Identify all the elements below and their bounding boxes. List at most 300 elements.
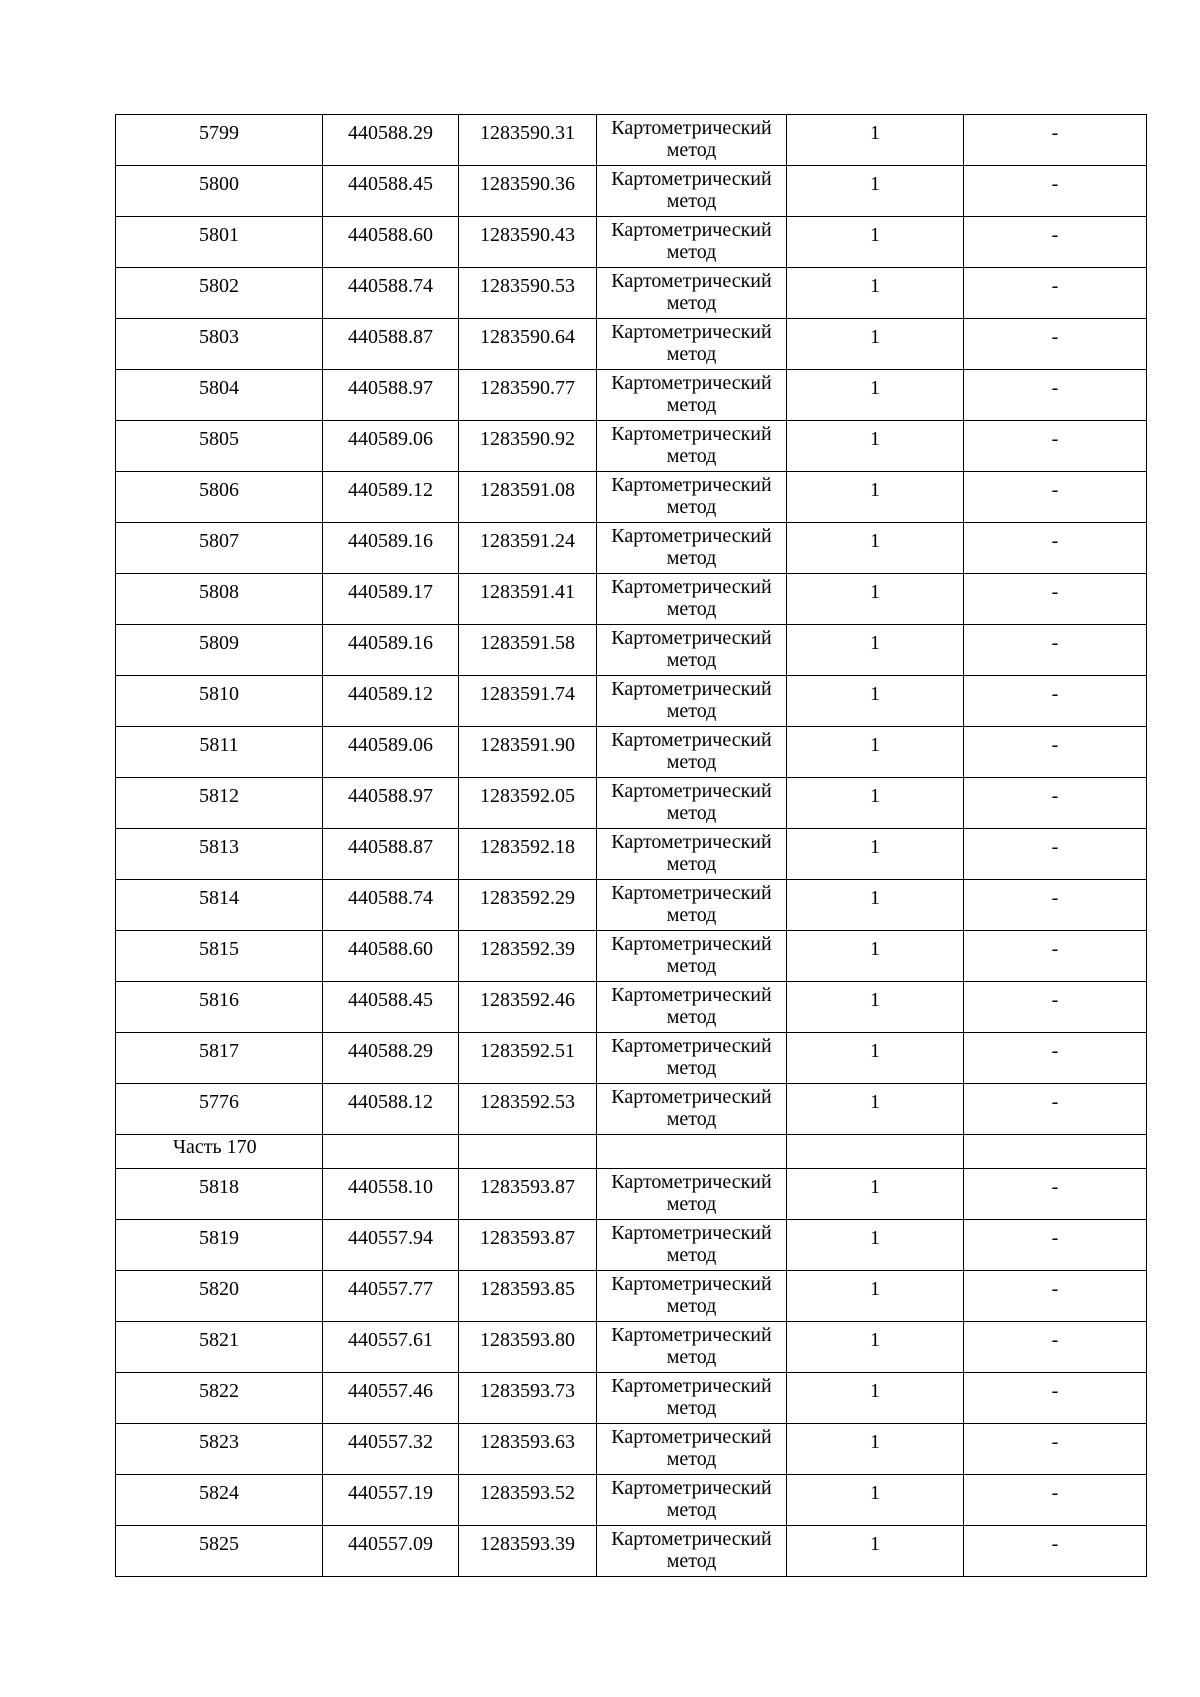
- accuracy-cell: [787, 1322, 964, 1373]
- y-coordinate-value: 1283592.29: [480, 887, 575, 909]
- table-row: [116, 523, 1147, 574]
- method-value: Картометрический метод: [611, 423, 772, 467]
- y-coordinate-value: 1283592.39: [480, 938, 575, 960]
- y-coordinate-value: 1283592.05: [480, 785, 575, 807]
- note-cell: [964, 1373, 1147, 1424]
- point-number-value: 5819: [199, 1227, 239, 1249]
- point-number-value: 5812: [199, 785, 239, 807]
- method-cell: [597, 1475, 787, 1526]
- accuracy-value: 1: [870, 836, 880, 858]
- y-coordinate-value: 1283590.64: [480, 326, 575, 348]
- x-coordinate-value: 440588.97: [348, 377, 433, 399]
- method-cell: [597, 676, 787, 727]
- table-row: [116, 1271, 1147, 1322]
- table-row: [116, 625, 1147, 676]
- part-label: Часть 170: [173, 1136, 257, 1158]
- method-value: Картометрический метод: [611, 270, 772, 314]
- accuracy-cell: [787, 421, 964, 472]
- point-number-cell: [116, 523, 323, 574]
- y-coordinate-value: 1283593.39: [480, 1533, 575, 1555]
- y-coordinate-cell: [459, 1271, 597, 1322]
- point-number-value: 5824: [199, 1482, 239, 1504]
- method-value: Картометрический метод: [611, 1273, 772, 1317]
- y-coordinate-value: 1283590.43: [480, 224, 575, 246]
- method-value: Картометрический метод: [611, 831, 772, 875]
- note-cell: [964, 217, 1147, 268]
- table-row: [116, 880, 1147, 931]
- accuracy-cell: [787, 1424, 964, 1475]
- note-cell: [964, 115, 1147, 166]
- x-coordinate-cell: [323, 931, 459, 982]
- point-number-cell: [116, 829, 323, 880]
- note-value: -: [1051, 1176, 1059, 1198]
- point-number-cell: [116, 166, 323, 217]
- accuracy-cell: [787, 370, 964, 421]
- accuracy-value: 1: [870, 122, 880, 144]
- x-coordinate-value: 440557.19: [348, 1482, 433, 1504]
- note-value: -: [1051, 1431, 1059, 1453]
- table-row: [116, 982, 1147, 1033]
- method-value: Картометрический метод: [611, 729, 772, 773]
- table-row: [116, 319, 1147, 370]
- x-coordinate-cell: [323, 880, 459, 931]
- method-cell: [597, 115, 787, 166]
- point-number-cell: [116, 1322, 323, 1373]
- y-coordinate-value: 1283593.52: [480, 1482, 575, 1504]
- y-coordinate-value: 1283591.08: [480, 479, 575, 501]
- note-value: -: [1051, 734, 1059, 756]
- method-value: Картометрический метод: [611, 1171, 772, 1215]
- y-coordinate-cell: [459, 217, 597, 268]
- x-coordinate-value: 440588.74: [348, 275, 433, 297]
- point-number-cell: [116, 1424, 323, 1475]
- point-number-value: 5808: [199, 581, 239, 603]
- empty-cell: [964, 1135, 1147, 1169]
- x-coordinate-cell: [323, 1424, 459, 1475]
- x-coordinate-value: 440588.45: [348, 989, 433, 1011]
- method-cell: [597, 1271, 787, 1322]
- y-coordinate-value: 1283590.77: [480, 377, 575, 399]
- accuracy-value: 1: [870, 734, 880, 756]
- x-coordinate-value: 440589.16: [348, 632, 433, 654]
- x-coordinate-value: 440588.87: [348, 836, 433, 858]
- note-cell: [964, 982, 1147, 1033]
- method-cell: [597, 268, 787, 319]
- point-number-cell: [116, 982, 323, 1033]
- note-value: -: [1051, 122, 1059, 144]
- note-cell: [964, 778, 1147, 829]
- accuracy-cell: [787, 727, 964, 778]
- table-row: [116, 421, 1147, 472]
- point-number-value: 5809: [199, 632, 239, 654]
- point-number-value: 5807: [199, 530, 239, 552]
- method-cell: [597, 1322, 787, 1373]
- note-cell: [964, 319, 1147, 370]
- accuracy-cell: [787, 523, 964, 574]
- method-cell: [597, 523, 787, 574]
- x-coordinate-value: 440557.32: [348, 1431, 433, 1453]
- accuracy-value: 1: [870, 428, 880, 450]
- point-number-value: 5817: [199, 1040, 239, 1062]
- method-value: Картометрический метод: [611, 627, 772, 671]
- x-coordinate-cell: [323, 1220, 459, 1271]
- accuracy-cell: [787, 1373, 964, 1424]
- x-coordinate-value: 440557.94: [348, 1227, 433, 1249]
- note-value: -: [1051, 581, 1059, 603]
- x-coordinate-cell: [323, 1475, 459, 1526]
- note-value: -: [1051, 377, 1059, 399]
- y-coordinate-cell: [459, 370, 597, 421]
- x-coordinate-value: 440588.97: [348, 785, 433, 807]
- note-cell: [964, 268, 1147, 319]
- note-value: -: [1051, 326, 1059, 348]
- method-value: Картометрический метод: [611, 1086, 772, 1130]
- x-coordinate-cell: [323, 778, 459, 829]
- accuracy-cell: [787, 676, 964, 727]
- method-value: Картометрический метод: [611, 780, 772, 824]
- x-coordinate-cell: [323, 268, 459, 319]
- note-cell: [964, 574, 1147, 625]
- y-coordinate-cell: [459, 523, 597, 574]
- note-cell: [964, 1475, 1147, 1526]
- method-value: Картометрический метод: [611, 1477, 772, 1521]
- x-coordinate-value: 440588.74: [348, 887, 433, 909]
- y-coordinate-value: 1283591.90: [480, 734, 575, 756]
- method-cell: [597, 1424, 787, 1475]
- empty-cell: [323, 1135, 459, 1169]
- table-row: [116, 115, 1147, 166]
- table-row: [116, 370, 1147, 421]
- method-cell: [597, 217, 787, 268]
- note-value: -: [1051, 1482, 1059, 1504]
- method-cell: [597, 319, 787, 370]
- point-number-cell: [116, 574, 323, 625]
- x-coordinate-value: 440589.06: [348, 428, 433, 450]
- x-coordinate-cell: [323, 625, 459, 676]
- y-coordinate-cell: [459, 319, 597, 370]
- y-coordinate-value: 1283592.46: [480, 989, 575, 1011]
- note-cell: [964, 1033, 1147, 1084]
- accuracy-cell: [787, 472, 964, 523]
- y-coordinate-value: 1283593.80: [480, 1329, 575, 1351]
- method-value: Картометрический метод: [611, 1222, 772, 1266]
- method-value: Картометрический метод: [611, 474, 772, 518]
- note-value: -: [1051, 887, 1059, 909]
- method-value: Картометрический метод: [611, 1426, 772, 1470]
- method-value: Картометрический метод: [611, 1375, 772, 1419]
- note-cell: [964, 1169, 1147, 1220]
- note-cell: [964, 676, 1147, 727]
- accuracy-value: 1: [870, 1176, 880, 1198]
- x-coordinate-value: 440588.60: [348, 938, 433, 960]
- x-coordinate-cell: [323, 1033, 459, 1084]
- method-cell: [597, 727, 787, 778]
- y-coordinate-cell: [459, 625, 597, 676]
- accuracy-value: 1: [870, 785, 880, 807]
- note-value: -: [1051, 1329, 1059, 1351]
- y-coordinate-cell: [459, 1322, 597, 1373]
- point-number-value: 5776: [199, 1091, 239, 1113]
- accuracy-cell: [787, 1526, 964, 1577]
- x-coordinate-cell: [323, 115, 459, 166]
- table-row: [116, 1220, 1147, 1271]
- point-number-cell: [116, 1271, 323, 1322]
- part-label-cell: [116, 1135, 323, 1169]
- accuracy-value: 1: [870, 479, 880, 501]
- y-coordinate-cell: [459, 421, 597, 472]
- method-cell: [597, 829, 787, 880]
- note-value: -: [1051, 1091, 1059, 1113]
- note-cell: [964, 523, 1147, 574]
- table-row: [116, 217, 1147, 268]
- accuracy-cell: [787, 217, 964, 268]
- table-row: [116, 676, 1147, 727]
- method-value: Картометрический метод: [611, 219, 772, 263]
- note-value: -: [1051, 1040, 1059, 1062]
- y-coordinate-value: 1283593.63: [480, 1431, 575, 1453]
- note-value: -: [1051, 428, 1059, 450]
- y-coordinate-cell: [459, 676, 597, 727]
- accuracy-cell: [787, 982, 964, 1033]
- table-row: [116, 1033, 1147, 1084]
- x-coordinate-cell: [323, 421, 459, 472]
- note-cell: [964, 472, 1147, 523]
- method-value: Картометрический метод: [611, 1035, 772, 1079]
- method-value: Картометрический метод: [611, 882, 772, 926]
- y-coordinate-cell: [459, 982, 597, 1033]
- x-coordinate-value: 440588.12: [348, 1091, 433, 1113]
- x-coordinate-value: 440589.17: [348, 581, 433, 603]
- accuracy-value: 1: [870, 938, 880, 960]
- x-coordinate-cell: [323, 574, 459, 625]
- y-coordinate-cell: [459, 880, 597, 931]
- method-value: Картометрический метод: [611, 117, 772, 161]
- y-coordinate-value: 1283592.51: [480, 1040, 575, 1062]
- y-coordinate-cell: [459, 1475, 597, 1526]
- coordinates-table-body: [116, 115, 1147, 1577]
- point-number-value: 5818: [199, 1176, 239, 1198]
- accuracy-value: 1: [870, 1278, 880, 1300]
- note-value: -: [1051, 1380, 1059, 1402]
- method-value: Картометрический метод: [611, 984, 772, 1028]
- point-number-value: 5822: [199, 1380, 239, 1402]
- point-number-value: 5820: [199, 1278, 239, 1300]
- point-number-value: 5805: [199, 428, 239, 450]
- method-cell: [597, 931, 787, 982]
- accuracy-value: 1: [870, 1533, 880, 1555]
- accuracy-cell: [787, 1084, 964, 1135]
- x-coordinate-cell: [323, 319, 459, 370]
- point-number-value: 5815: [199, 938, 239, 960]
- x-coordinate-cell: [323, 727, 459, 778]
- point-number-value: 5816: [199, 989, 239, 1011]
- method-cell: [597, 982, 787, 1033]
- note-cell: [964, 931, 1147, 982]
- x-coordinate-value: 440557.09: [348, 1533, 433, 1555]
- method-value: Картометрический метод: [611, 576, 772, 620]
- point-number-cell: [116, 778, 323, 829]
- y-coordinate-cell: [459, 1526, 597, 1577]
- method-cell: [597, 778, 787, 829]
- point-number-value: 5813: [199, 836, 239, 858]
- table-row: [116, 1475, 1147, 1526]
- table-row: [116, 1169, 1147, 1220]
- y-coordinate-value: 1283591.41: [480, 581, 575, 603]
- accuracy-cell: [787, 574, 964, 625]
- point-number-value: 5814: [199, 887, 239, 909]
- accuracy-cell: [787, 931, 964, 982]
- accuracy-value: 1: [870, 1380, 880, 1402]
- accuracy-value: 1: [870, 1431, 880, 1453]
- method-cell: [597, 1526, 787, 1577]
- point-number-cell: [116, 1033, 323, 1084]
- note-value: -: [1051, 275, 1059, 297]
- table-row: [116, 727, 1147, 778]
- x-coordinate-value: 440589.12: [348, 479, 433, 501]
- empty-cell: [787, 1135, 964, 1169]
- accuracy-cell: [787, 1169, 964, 1220]
- point-number-cell: [116, 1475, 323, 1526]
- point-number-cell: [116, 319, 323, 370]
- y-coordinate-value: 1283593.87: [480, 1176, 575, 1198]
- accuracy-cell: [787, 1271, 964, 1322]
- y-coordinate-cell: [459, 1169, 597, 1220]
- point-number-cell: [116, 1220, 323, 1271]
- method-cell: [597, 1033, 787, 1084]
- point-number-value: 5825: [199, 1533, 239, 1555]
- y-coordinate-value: 1283593.85: [480, 1278, 575, 1300]
- table-row: [116, 1373, 1147, 1424]
- point-number-value: 5811: [199, 734, 239, 756]
- part-header-row: [116, 1135, 1147, 1169]
- accuracy-value: 1: [870, 224, 880, 246]
- method-value: Картометрический метод: [611, 1528, 772, 1572]
- point-number-cell: [116, 1526, 323, 1577]
- y-coordinate-cell: [459, 1373, 597, 1424]
- point-number-cell: [116, 1373, 323, 1424]
- note-value: -: [1051, 989, 1059, 1011]
- method-cell: [597, 1084, 787, 1135]
- x-coordinate-cell: [323, 472, 459, 523]
- x-coordinate-value: 440588.60: [348, 224, 433, 246]
- method-value: Картометрический метод: [611, 1324, 772, 1368]
- note-cell: [964, 1322, 1147, 1373]
- x-coordinate-value: 440557.46: [348, 1380, 433, 1402]
- note-value: -: [1051, 1533, 1059, 1555]
- note-cell: [964, 1220, 1147, 1271]
- x-coordinate-cell: [323, 1322, 459, 1373]
- point-number-cell: [116, 880, 323, 931]
- method-value: Картометрический метод: [611, 933, 772, 977]
- y-coordinate-value: 1283592.53: [480, 1091, 575, 1113]
- accuracy-value: 1: [870, 1091, 880, 1113]
- x-coordinate-value: 440588.29: [348, 1040, 433, 1062]
- accuracy-value: 1: [870, 1329, 880, 1351]
- point-number-value: 5810: [199, 683, 239, 705]
- accuracy-value: 1: [870, 173, 880, 195]
- accuracy-cell: [787, 268, 964, 319]
- x-coordinate-cell: [323, 1271, 459, 1322]
- method-cell: [597, 421, 787, 472]
- x-coordinate-cell: [323, 523, 459, 574]
- point-number-value: 5823: [199, 1431, 239, 1453]
- x-coordinate-cell: [323, 829, 459, 880]
- note-cell: [964, 1084, 1147, 1135]
- y-coordinate-value: 1283591.58: [480, 632, 575, 654]
- note-value: -: [1051, 224, 1059, 246]
- y-coordinate-cell: [459, 472, 597, 523]
- table-row: [116, 268, 1147, 319]
- x-coordinate-cell: [323, 1169, 459, 1220]
- note-value: -: [1051, 938, 1059, 960]
- note-cell: [964, 1424, 1147, 1475]
- y-coordinate-cell: [459, 1424, 597, 1475]
- y-coordinate-cell: [459, 931, 597, 982]
- x-coordinate-cell: [323, 1373, 459, 1424]
- note-value: -: [1051, 785, 1059, 807]
- point-number-cell: [116, 676, 323, 727]
- point-number-cell: [116, 727, 323, 778]
- x-coordinate-cell: [323, 676, 459, 727]
- x-coordinate-value: 440589.12: [348, 683, 433, 705]
- point-number-value: 5802: [199, 275, 239, 297]
- coordinates-table: [115, 114, 1147, 1577]
- method-value: Картометрический метод: [611, 372, 772, 416]
- method-cell: [597, 880, 787, 931]
- accuracy-value: 1: [870, 377, 880, 399]
- x-coordinate-value: 440557.61: [348, 1329, 433, 1351]
- accuracy-value: 1: [870, 275, 880, 297]
- point-number-value: 5803: [199, 326, 239, 348]
- y-coordinate-value: 1283590.31: [480, 122, 575, 144]
- empty-cell: [459, 1135, 597, 1169]
- note-cell: [964, 421, 1147, 472]
- y-coordinate-value: 1283591.24: [480, 530, 575, 552]
- y-coordinate-value: 1283590.36: [480, 173, 575, 195]
- point-number-cell: [116, 931, 323, 982]
- note-cell: [964, 1526, 1147, 1577]
- point-number-cell: [116, 115, 323, 166]
- table-row: [116, 1084, 1147, 1135]
- table-row: [116, 472, 1147, 523]
- note-cell: [964, 727, 1147, 778]
- y-coordinate-cell: [459, 574, 597, 625]
- note-value: -: [1051, 479, 1059, 501]
- x-coordinate-value: 440588.87: [348, 326, 433, 348]
- note-cell: [964, 370, 1147, 421]
- note-cell: [964, 829, 1147, 880]
- method-cell: [597, 625, 787, 676]
- x-coordinate-cell: [323, 370, 459, 421]
- x-coordinate-cell: [323, 217, 459, 268]
- accuracy-cell: [787, 1475, 964, 1526]
- accuracy-value: 1: [870, 326, 880, 348]
- point-number-value: 5821: [199, 1329, 239, 1351]
- accuracy-value: 1: [870, 989, 880, 1011]
- accuracy-cell: [787, 1033, 964, 1084]
- y-coordinate-cell: [459, 1084, 597, 1135]
- y-coordinate-cell: [459, 1033, 597, 1084]
- table-row: [116, 574, 1147, 625]
- accuracy-value: 1: [870, 581, 880, 603]
- accuracy-value: 1: [870, 887, 880, 909]
- empty-cell: [597, 1135, 787, 1169]
- method-cell: [597, 1220, 787, 1271]
- y-coordinate-value: 1283590.53: [480, 275, 575, 297]
- x-coordinate-value: 440589.16: [348, 530, 433, 552]
- note-value: -: [1051, 1278, 1059, 1300]
- point-number-cell: [116, 472, 323, 523]
